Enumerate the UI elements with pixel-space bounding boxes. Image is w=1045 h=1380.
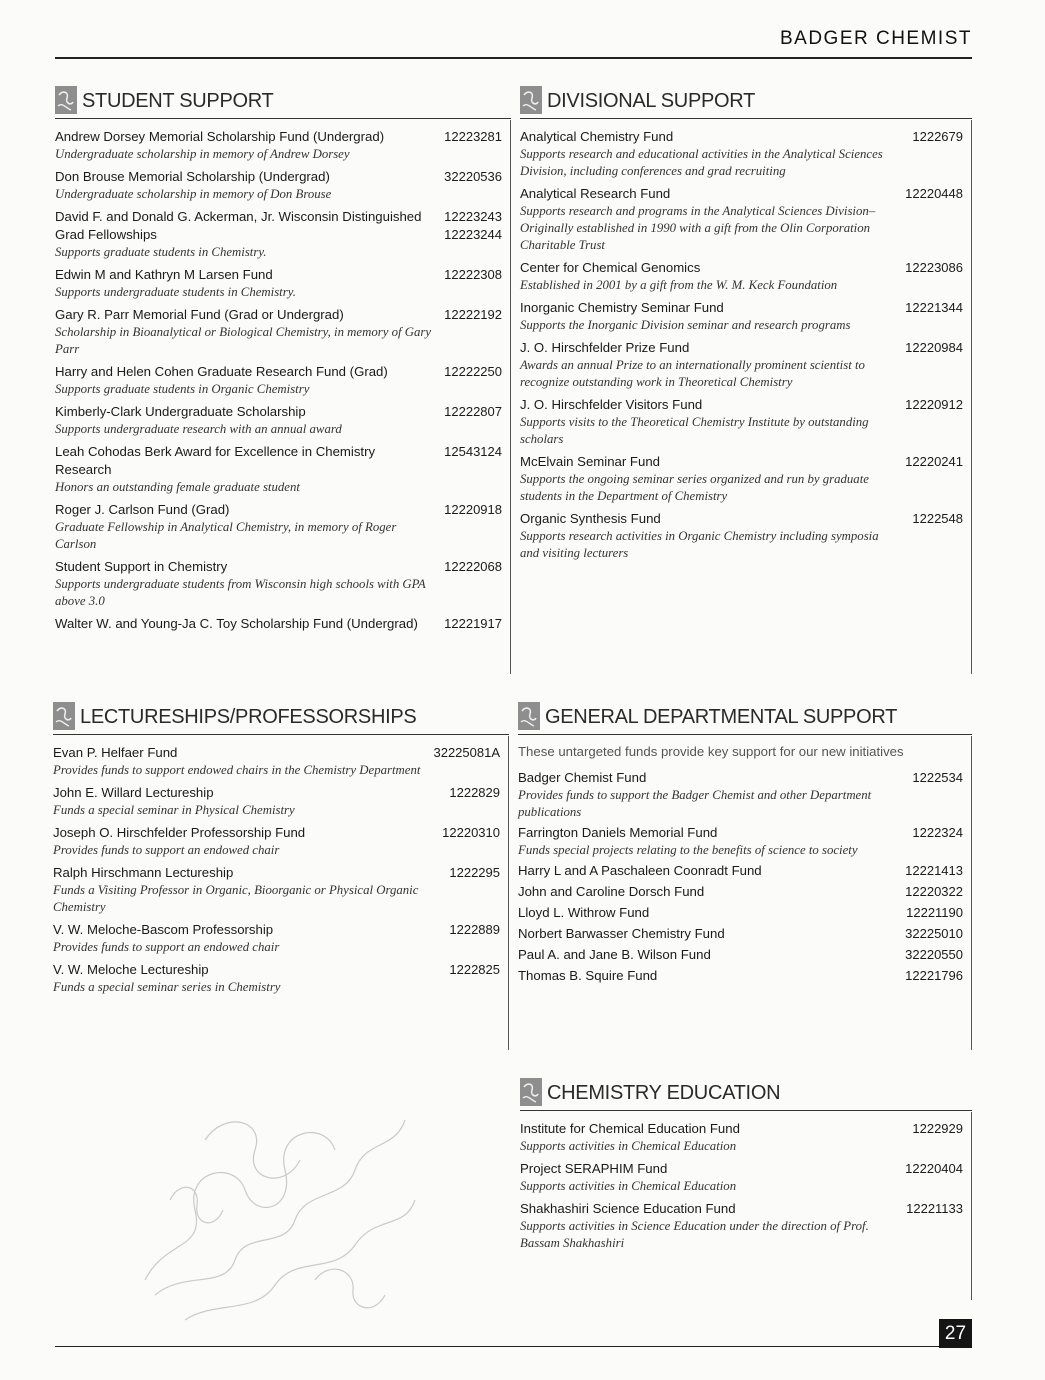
fund-row [520, 185, 971, 203]
fund-description: Provides funds to support endowed chairs in the Chemistry Department [53, 763, 421, 777]
fund-entry [520, 128, 971, 180]
fund-name: Leah Cohodas Berk Award for Excellence in Chemistry Research [55, 444, 376, 477]
fund-number: 32220536 [444, 169, 502, 184]
fund-name: J. O. Hirschfelder Prize Fund [520, 340, 690, 355]
footer-rule [55, 1346, 972, 1347]
fund-entry [518, 862, 971, 880]
fund-row [53, 921, 508, 939]
fund-number: 12220310 [442, 825, 500, 840]
fund-entry [520, 1200, 971, 1252]
fund-name: V. W. Meloche Lectureship [53, 962, 209, 977]
fund-list [520, 1112, 972, 1300]
fund-entry [55, 306, 510, 358]
fund-entry [55, 615, 510, 633]
fund-row [520, 339, 971, 357]
fund-name: J. O. Hirschfelder Visitors Fund [520, 397, 703, 412]
fund-number: 12221344 [905, 300, 963, 315]
fund-name: John and Caroline Dorsch Fund [518, 884, 705, 899]
section-rule [518, 734, 972, 735]
fund-description: Supports undergraduate students in Chemistry. [55, 285, 296, 299]
fund-number: 12220322 [905, 884, 963, 899]
fund-row [55, 363, 510, 381]
fund-description: Supports the Inorganic Division seminar and research programs [520, 318, 851, 332]
fund-number: 12220404 [905, 1161, 963, 1176]
fund-name: Shakhashiri Science Education Fund [520, 1201, 736, 1216]
fund-name: Institute for Chemical Education Fund [520, 1121, 740, 1136]
fund-number: 12223243 [444, 209, 502, 224]
fund-number: 12222807 [444, 404, 502, 419]
protein-ribbon-illustration [125, 1080, 425, 1330]
fund-number: 32225081A [433, 745, 500, 760]
fund-entry [53, 784, 508, 819]
fund-number: 1222295 [449, 865, 500, 880]
section-header [53, 700, 509, 736]
fund-row [53, 961, 508, 979]
fund-name: Paul A. and Jane B. Wilson Fund [518, 947, 711, 962]
fund-number: 12220918 [444, 502, 502, 517]
fund-number: 12221133 [906, 1201, 963, 1216]
fund-number: 32220550 [905, 947, 963, 962]
fund-row [53, 744, 508, 762]
fund-name: Badger Chemist Fund [518, 770, 647, 785]
section-title: GENERAL DEPARTMENTAL SUPPORT [545, 706, 898, 728]
fund-entry [53, 921, 508, 956]
fund-entry [55, 403, 510, 438]
fund-number: 1222548 [912, 511, 963, 526]
fund-row [520, 1120, 971, 1138]
fund-row [55, 208, 510, 244]
fund-number: 12220912 [905, 397, 963, 412]
fund-entry [520, 185, 971, 254]
magazine-title: BADGER CHEMIST [779, 28, 972, 49]
fund-description: Scholarship in Bioanalytical or Biological Chemistry, in memory of Gary Parr [55, 325, 432, 356]
fund-list [55, 120, 511, 674]
fund-description: Supports research and educational activities in the Analytical Sciences Division, including conferences and grad recruiting [520, 147, 883, 178]
fund-name: Don Brouse Memorial Scholarship (Undergrad) [55, 169, 330, 184]
fund-entry [518, 769, 971, 821]
fund-entry [53, 824, 508, 859]
fund-row [55, 128, 510, 146]
fund-row [520, 299, 971, 317]
fund-description: Established in 2001 by a gift from the W. M. Keck Foundation [520, 278, 838, 292]
fund-row [520, 396, 971, 414]
fund-entry [55, 363, 510, 398]
fund-name: Farrington Daniels Memorial Fund [518, 825, 718, 840]
fund-entry [520, 510, 971, 562]
fund-name: Gary R. Parr Memorial Fund (Grad or Undergrad) [55, 307, 344, 322]
fund-entry [520, 453, 971, 505]
fund-row [55, 306, 510, 324]
fund-number: 1222929 [912, 1121, 963, 1136]
fund-row [520, 259, 971, 277]
fund-row [520, 510, 971, 528]
fund-name: Ralph Hirschmann Lectureship [53, 865, 234, 880]
section-header [520, 1076, 972, 1112]
fund-entry [520, 299, 971, 334]
fund-row [55, 501, 510, 519]
molecule-icon [53, 702, 75, 730]
fund-entry [520, 339, 971, 391]
fund-entry [55, 443, 510, 496]
fund-description: Provides funds to support an endowed chair [53, 843, 280, 857]
fund-description: Funds special projects relating to the benefits of science to society [518, 843, 858, 857]
fund-name: Harry and Helen Cohen Graduate Research Fund (Grad) [55, 364, 388, 379]
fund-description: Supports activities in Science Education under the direction of Prof. Bassam Shakhashiri [520, 1219, 869, 1250]
molecule-icon [55, 86, 77, 114]
fund-description: Supports graduate students in Organic Chemistry [55, 382, 310, 396]
section-title: DIVISIONAL SUPPORT [547, 90, 755, 112]
fund-entry [518, 904, 971, 922]
fund-description: Awards an annual Prize to an internationally prominent scientist to recognize outstanding work in Theoretical Chemistry [520, 358, 865, 389]
fund-name: Edwin M and Kathryn M Larsen Fund [55, 267, 273, 282]
fund-row [518, 946, 971, 964]
fund-description: Supports undergraduate research with an annual award [55, 422, 342, 436]
fund-number: 12221413 [905, 863, 963, 878]
fund-name: David F. and Donald G. Ackerman, Jr. Wisconsin Distinguished Grad Fellowships [55, 209, 422, 242]
section-title: LECTURESHIPS/PROFESSORSHIPS [80, 706, 417, 728]
fund-number: 1222324 [912, 825, 963, 840]
fund-name: Inorganic Chemistry Seminar Fund [520, 300, 724, 315]
student-support-section [55, 84, 511, 674]
fund-entry [55, 128, 510, 163]
fund-description: Undergraduate scholarship in memory of Andrew Dorsey [55, 147, 350, 161]
fund-number: 12221917 [444, 616, 502, 631]
fund-number: 1222679 [912, 129, 963, 144]
fund-description: Supports research activities in Organic Chemistry including symposia and visiting lecturers [520, 529, 879, 560]
fund-description: Undergraduate scholarship in memory of Don Brouse [55, 187, 332, 201]
header-rule [55, 57, 972, 59]
fund-entry [55, 208, 510, 261]
fund-description: Supports graduate students in Chemistry. [55, 245, 267, 259]
divisional-support-section [520, 84, 972, 674]
section-intro: These untargeted funds provide key support for our new initiatives [518, 744, 904, 759]
fund-name: Analytical Research Fund [520, 186, 671, 201]
molecule-icon [520, 1078, 542, 1106]
fund-description: Supports visits to the Theoretical Chemistry Institute by outstanding scholars [520, 415, 869, 446]
fund-name: Walter W. and Young-Ja C. Toy Scholarship Fund (Undergrad) [55, 616, 418, 631]
fund-row [53, 824, 508, 842]
fund-entry [53, 961, 508, 996]
molecule-icon [518, 702, 540, 730]
fund-number: 12221796 [905, 968, 963, 983]
fund-number: 12220241 [905, 454, 963, 469]
fund-description: Provides funds to support the Badger Chemist and other Department publications [518, 788, 872, 819]
section-title: STUDENT SUPPORT [82, 90, 274, 112]
fund-number: 12223281 [444, 129, 502, 144]
fund-description: Graduate Fellowship in Analytical Chemistry, in memory of Roger Carlson [55, 520, 397, 551]
fund-number: 1222825 [449, 962, 500, 977]
fund-entry [55, 558, 510, 610]
fund-name: Norbert Barwasser Chemistry Fund [518, 926, 725, 941]
fund-entry [55, 501, 510, 553]
fund-name: V. W. Meloche-Bascom Professorship [53, 922, 274, 937]
fund-description: Supports activities in Chemical Education [520, 1179, 737, 1193]
fund-description: Funds a special seminar series in Chemistry [53, 980, 281, 994]
fund-name: Student Support in Chemistry [55, 559, 228, 574]
fund-entry [518, 824, 971, 859]
fund-row [55, 168, 510, 186]
fund-name: John E. Willard Lectureship [53, 785, 214, 800]
fund-description: Supports undergraduate students from Wisconsin high schools with GPA above 3.0 [55, 577, 426, 608]
fund-row [518, 904, 971, 922]
general-support-section [518, 700, 972, 1050]
fund-entry [55, 168, 510, 203]
section-rule [520, 118, 972, 119]
fund-list [53, 736, 509, 1050]
fund-entry [53, 864, 508, 916]
chemistry-education-section [520, 1076, 972, 1300]
fund-entry [520, 259, 971, 294]
section-rule [53, 734, 509, 735]
fund-name: Center for Chemical Genomics [520, 260, 701, 275]
fund-row [53, 784, 508, 802]
fund-row [518, 967, 971, 985]
fund-number: 32225010 [905, 926, 963, 941]
fund-row [518, 925, 971, 943]
fund-description: Funds a Visiting Professor in Organic, Bioorganic or Physical Organic Chemistry [53, 883, 419, 914]
fund-row [520, 1160, 971, 1178]
fund-description: Supports research and programs in the Analytical Sciences Division–Originally established in 1990 with a gift from the Olin Corporation Charitable Trust [520, 204, 876, 252]
fund-number: 12222308 [444, 267, 502, 282]
fund-row [518, 883, 971, 901]
fund-number: 1222889 [449, 922, 500, 937]
lectureships-section [53, 700, 509, 1050]
section-title: CHEMISTRY EDUCATION [547, 1082, 781, 1104]
section-rule [520, 1110, 972, 1111]
fund-name: Harry L and A Paschaleen Coonradt Fund [518, 863, 762, 878]
fund-row [55, 443, 510, 479]
fund-number: 12220448 [905, 186, 963, 201]
fund-number-secondary: 12223244 [444, 227, 502, 242]
fund-entry [520, 1120, 971, 1155]
fund-description: Supports the ongoing seminar series organized and run by graduate students in the Department of Chemistry [520, 472, 869, 503]
fund-name: Kimberly-Clark Undergraduate Scholarship [55, 404, 306, 419]
fund-number: 12222068 [444, 559, 502, 574]
fund-name: Organic Synthesis Fund [520, 511, 661, 526]
section-header [55, 84, 511, 120]
fund-row [55, 615, 510, 633]
fund-row [55, 266, 510, 284]
fund-number: 12223086 [905, 260, 963, 275]
section-rule [55, 118, 511, 119]
fund-number: 12221190 [906, 905, 963, 920]
fund-row [520, 453, 971, 471]
fund-entry [53, 744, 508, 779]
fund-name: Joseph O. Hirschfelder Professorship Fund [53, 825, 306, 840]
fund-row [518, 824, 971, 842]
fund-row [518, 862, 971, 880]
fund-list [518, 736, 972, 1050]
fund-row [520, 128, 971, 146]
fund-entry [55, 266, 510, 301]
fund-name: McElvain Seminar Fund [520, 454, 660, 469]
fund-number: 1222534 [912, 770, 963, 785]
fund-name: Analytical Chemistry Fund [520, 129, 674, 144]
fund-entry [520, 396, 971, 448]
fund-name: Andrew Dorsey Memorial Scholarship Fund (Undergrad) [55, 129, 385, 144]
fund-entry [518, 946, 971, 964]
fund-description: Provides funds to support an endowed chair [53, 940, 280, 954]
fund-entry [518, 883, 971, 901]
molecule-icon [520, 86, 542, 114]
fund-name: Evan P. Helfaer Fund [53, 745, 178, 760]
fund-number: 1222829 [449, 785, 500, 800]
fund-name: Lloyd L. Withrow Fund [518, 905, 650, 920]
page-number: 27 [939, 1319, 972, 1348]
fund-number: 12222250 [444, 364, 502, 379]
fund-entry [518, 967, 971, 985]
fund-row [518, 769, 971, 787]
fund-number: 12220984 [905, 340, 963, 355]
fund-name: Project SERAPHIM Fund [520, 1161, 668, 1176]
fund-row [55, 403, 510, 421]
fund-description: Supports activities in Chemical Education [520, 1139, 737, 1153]
fund-description: Funds a special seminar in Physical Chemistry [53, 803, 295, 817]
fund-row [520, 1200, 971, 1218]
fund-number: 12543124 [444, 444, 502, 459]
fund-row [55, 558, 510, 576]
fund-entry [518, 925, 971, 943]
section-header [518, 700, 972, 736]
fund-name: Roger J. Carlson Fund (Grad) [55, 502, 230, 517]
section-header [520, 84, 972, 120]
fund-entry [520, 1160, 971, 1195]
fund-list [520, 120, 972, 674]
fund-description: Honors an outstanding female graduate student [55, 480, 300, 494]
fund-row [53, 864, 508, 882]
fund-name: Thomas B. Squire Fund [518, 968, 658, 983]
fund-number: 12222192 [444, 307, 502, 322]
